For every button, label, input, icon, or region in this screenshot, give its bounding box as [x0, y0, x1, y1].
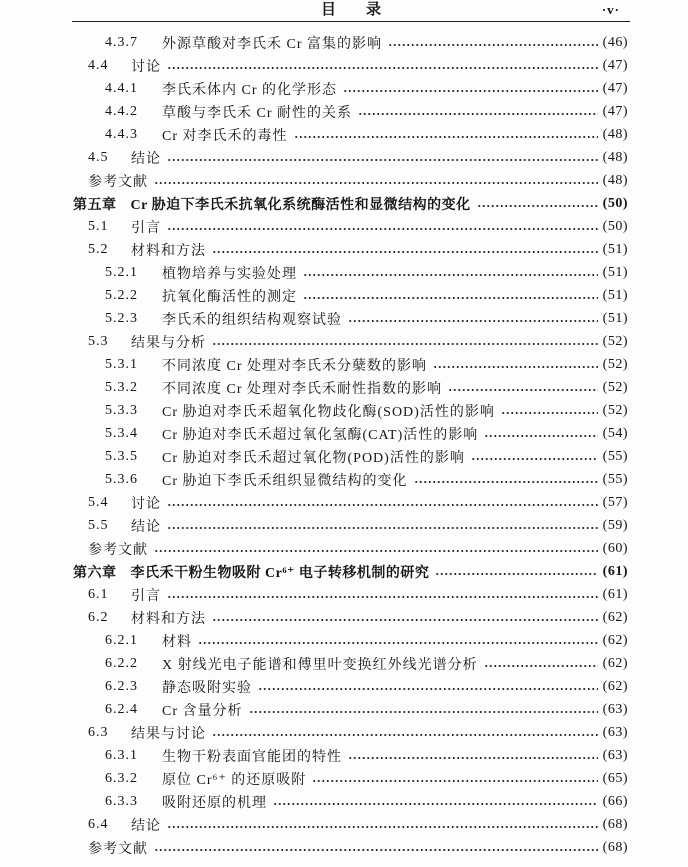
- toc-leader-dots: [477, 192, 598, 215]
- toc-leader-dots: [273, 790, 598, 813]
- toc-entry-page: (60): [602, 540, 628, 556]
- toc-leader-dots: [312, 767, 597, 790]
- toc-entry-number: 6.3.1: [105, 747, 138, 763]
- toc-entry-number: 6.4: [88, 816, 109, 832]
- toc-leader-dots: [167, 215, 598, 238]
- toc-entry-title: 草酸与李氏禾 Cr 耐性的关系: [162, 105, 352, 121]
- toc-references-entry: [0, 537, 628, 560]
- toc-entry-page: (48): [602, 126, 628, 142]
- toc-section-entry: [0, 215, 628, 238]
- toc-entry-title: 吸附还原的机理: [162, 795, 267, 811]
- toc-section-entry: [0, 100, 628, 123]
- toc-entry-title: Cr 胁迫对李氏禾超过氧化氢酶(CAT)活性的影响: [162, 427, 479, 443]
- toc-entry-page: (52): [602, 356, 628, 372]
- toc-entry-number: 5.3.4: [105, 425, 138, 441]
- toc-section-entry: [0, 698, 628, 721]
- toc-entry-number: 4.4.3: [105, 126, 138, 142]
- toc-entry-page: (51): [602, 241, 628, 257]
- toc-entry-page: (62): [602, 632, 628, 648]
- toc-entry-title: 讨论: [131, 496, 161, 512]
- toc-entry-page: (50): [602, 218, 628, 234]
- toc-entry-number: 5.1: [88, 218, 109, 234]
- page-number-label: ·v·: [601, 2, 620, 17]
- toc-entry-page: (46): [602, 34, 628, 50]
- toc-entry-number: 4.4.1: [105, 80, 138, 96]
- toc-leader-dots: [249, 698, 598, 721]
- toc-section-entry: [0, 146, 628, 169]
- toc-references-entry: [0, 169, 628, 192]
- toc-entry-number: 5.3.2: [105, 379, 138, 395]
- toc-entry-title: 生物干粉表面官能团的特性: [162, 749, 342, 765]
- toc-leader-dots: [167, 583, 598, 606]
- toc-entry-page: (61): [602, 563, 628, 579]
- toc-entry-page: (62): [602, 655, 628, 671]
- toc-leader-dots: [484, 422, 597, 445]
- toc-entry-page: (55): [602, 448, 628, 464]
- toc-entry-page: (52): [602, 379, 628, 395]
- toc-leader-dots: [435, 560, 597, 583]
- toc-entry-title: 植物培养与实验处理: [162, 266, 297, 282]
- toc-section-entry: [0, 583, 628, 606]
- toc-section-entry: [0, 721, 628, 744]
- toc-entry-page: (62): [602, 678, 628, 694]
- toc-leader-dots: [258, 675, 598, 698]
- toc-entry-page: (51): [602, 264, 628, 280]
- toc-leader-dots: [448, 376, 598, 399]
- toc-section-entry: [0, 491, 628, 514]
- toc-entry-page: (63): [602, 701, 628, 717]
- toc-section-entry: [0, 790, 628, 813]
- toc-leader-dots: [348, 307, 598, 330]
- toc-leader-dots: [303, 284, 598, 307]
- toc-entry-number: 5.2.2: [105, 287, 138, 303]
- toc-entry-title: Cr 胁迫对李氏禾超过氧化物(POD)活性的影响: [162, 450, 465, 466]
- toc-entry-title: Cr 含量分析: [162, 703, 243, 719]
- toc-section-entry: [0, 445, 628, 468]
- toc-entry-title: 抗氧化酶活性的测定: [162, 289, 297, 305]
- toc-entry-page: (50): [602, 195, 628, 211]
- toc-section-entry: [0, 123, 628, 146]
- toc-entry-page: (57): [602, 494, 628, 510]
- toc-leader-dots: [198, 629, 598, 652]
- toc-entry-title: Cr 胁迫对李氏禾超氧化物歧化酶(SOD)活性的影响: [162, 404, 495, 420]
- toc-leader-dots: [433, 353, 598, 376]
- toc-entry-number: 5.4: [88, 494, 109, 510]
- toc-entry-title: 结论: [131, 151, 161, 167]
- toc-entry-title: 材料: [162, 634, 192, 650]
- toc-entry-page: (68): [602, 816, 628, 832]
- toc-entry-number: 第五章: [73, 197, 117, 213]
- toc-entry-page: (55): [602, 471, 628, 487]
- toc-leader-dots: [414, 468, 598, 491]
- toc-entry-number: 4.4: [88, 57, 109, 73]
- toc-entry-number: 6.1: [88, 586, 109, 602]
- toc-entry-title: Cr 胁迫下李氏禾抗氧化系统酶活性和显微结构的变化: [130, 197, 471, 213]
- toc-entry-number: 5.3.1: [105, 356, 138, 372]
- toc-entry-number: 6.3.2: [105, 770, 138, 786]
- toc-entry-number: 6.2.3: [105, 678, 138, 694]
- toc-leader-dots: [388, 31, 598, 54]
- toc-section-entry: [0, 514, 628, 537]
- toc-leader-dots: [343, 77, 598, 100]
- toc-entry-number: 6.3: [88, 724, 109, 740]
- toc-leader-dots: [167, 514, 598, 537]
- toc-leader-dots: [154, 836, 598, 859]
- page-header: [72, 0, 630, 22]
- toc-leader-dots: [212, 606, 598, 629]
- toc-section-entry: [0, 629, 628, 652]
- toc-leader-dots: [154, 169, 598, 192]
- toc-entry-page: (65): [602, 770, 628, 786]
- toc-entry-title: 引言: [131, 588, 161, 604]
- toc-section-entry: [0, 31, 628, 54]
- toc-section-entry: [0, 399, 628, 422]
- toc-entry-page: (63): [602, 724, 628, 740]
- toc-entry-number: 5.3.5: [105, 448, 138, 464]
- toc-entry-page: (52): [602, 402, 628, 418]
- toc-leader-dots: [212, 330, 598, 353]
- toc-entry-page: (47): [602, 80, 628, 96]
- toc-entry-number: 第六章: [73, 565, 117, 581]
- toc-entry-number: 5.3: [88, 333, 109, 349]
- toc-leader-dots: [348, 744, 598, 767]
- toc-entry-number: 5.5: [88, 517, 109, 533]
- toc-entry-title: 李氏禾的组织结构观察试验: [162, 312, 342, 328]
- toc-entry-title: X 射线光电子能谱和傅里叶变换红外线光谱分析: [162, 657, 478, 673]
- toc-entry-page: (51): [602, 287, 628, 303]
- toc-heading: 目 录: [320, 2, 381, 18]
- toc-entry-title: 不同浓度 Cr 处理对李氏禾分蘖数的影响: [162, 358, 427, 374]
- toc-entry-title: Cr 胁迫下李氏禾组织显微结构的变化: [162, 473, 408, 489]
- toc-entry-page: (54): [602, 425, 628, 441]
- toc-leader-dots: [358, 100, 598, 123]
- toc-entry-number: 5.2.1: [105, 264, 138, 280]
- toc-entry-title: 参考文献: [88, 841, 148, 857]
- toc-leader-dots: [212, 721, 598, 744]
- toc-section-entry: [0, 376, 628, 399]
- toc-section-entry: [0, 675, 628, 698]
- toc-section-entry: [0, 238, 628, 261]
- toc-entry-page: (51): [602, 310, 628, 326]
- toc-section-entry: [0, 77, 628, 100]
- toc-entry-title: 讨论: [131, 59, 161, 75]
- toc-entry-page: (47): [602, 103, 628, 119]
- toc-section-entry: [0, 307, 628, 330]
- toc-entry-number: 6.2.4: [105, 701, 138, 717]
- toc-entry-title: 参考文献: [88, 174, 148, 190]
- toc-entry-title: 结论: [131, 818, 161, 834]
- table-of-contents: [0, 31, 628, 859]
- toc-entry-page: (68): [602, 839, 628, 855]
- toc-entry-number: 5.3.3: [105, 402, 138, 418]
- toc-entry-title: 不同浓度 Cr 处理对李氏禾耐性指数的影响: [162, 381, 442, 397]
- toc-entry-page: (48): [602, 172, 628, 188]
- toc-section-entry: [0, 767, 628, 790]
- toc-leader-dots: [294, 123, 598, 146]
- toc-entry-page: (59): [602, 517, 628, 533]
- toc-leader-dots: [501, 399, 598, 422]
- toc-leader-dots: [212, 238, 598, 261]
- toc-entry-number: 5.2.3: [105, 310, 138, 326]
- toc-entry-number: 4.3.7: [105, 34, 138, 50]
- toc-entry-title: 材料和方法: [131, 611, 206, 627]
- toc-entry-page: (66): [602, 793, 628, 809]
- toc-entry-title: 外源草酸对李氏禾 Cr 富集的影响: [162, 36, 382, 52]
- toc-entry-page: (52): [602, 333, 628, 349]
- toc-leader-dots: [154, 537, 598, 560]
- toc-leader-dots: [167, 813, 598, 836]
- toc-leader-dots: [167, 146, 598, 169]
- toc-entry-title: 材料和方法: [131, 243, 206, 259]
- toc-leader-dots: [471, 445, 598, 468]
- toc-entry-title: Cr 对李氏禾的毒性: [162, 128, 288, 144]
- toc-section-entry: [0, 422, 628, 445]
- toc-section-entry: [0, 261, 628, 284]
- toc-entry-number: 4.5: [88, 149, 109, 165]
- toc-leader-dots: [167, 491, 598, 514]
- toc-entry-number: 5.3.6: [105, 471, 138, 487]
- toc-entry-title: 结果与讨论: [131, 726, 206, 742]
- toc-entry-title: 原位 Cr⁶⁺ 的还原吸附: [162, 772, 307, 788]
- toc-entry-number: 4.4.2: [105, 103, 138, 119]
- toc-entry-title: 静态吸附实验: [162, 680, 252, 696]
- toc-entry-page: (47): [602, 57, 628, 73]
- toc-section-entry: [0, 54, 628, 77]
- toc-entry-page: (62): [602, 609, 628, 625]
- toc-section-entry: [0, 353, 628, 376]
- toc-entry-number: 6.2: [88, 609, 109, 625]
- toc-entry-title: 参考文献: [88, 542, 148, 558]
- toc-leader-dots: [484, 652, 598, 675]
- toc-entry-page: (48): [602, 149, 628, 165]
- toc-entry-title: 李氏禾干粉生物吸附 Cr⁶⁺ 电子转移机制的研究: [130, 565, 430, 581]
- toc-chapter-entry: [0, 192, 628, 215]
- toc-section-entry: [0, 744, 628, 767]
- toc-section-entry: [0, 468, 628, 491]
- toc-entry-title: 李氏禾体内 Cr 的化学形态: [162, 82, 337, 98]
- toc-entry-number: 5.2: [88, 241, 109, 257]
- toc-entry-page: (63): [602, 747, 628, 763]
- toc-section-entry: [0, 652, 628, 675]
- toc-entry-title: 结论: [131, 519, 161, 535]
- toc-chapter-entry: [0, 560, 628, 583]
- toc-entry-title: 引言: [131, 220, 161, 236]
- toc-entry-number: 6.2.1: [105, 632, 138, 648]
- toc-section-entry: [0, 606, 628, 629]
- toc-references-entry: [0, 836, 628, 859]
- toc-entry-number: 6.2.2: [105, 655, 138, 671]
- toc-section-entry: [0, 330, 628, 353]
- toc-section-entry: [0, 813, 628, 836]
- toc-entry-title: 结果与分析: [131, 335, 206, 351]
- toc-leader-dots: [303, 261, 598, 284]
- toc-entry-number: 6.3.3: [105, 793, 138, 809]
- toc-section-entry: [0, 284, 628, 307]
- toc-leader-dots: [167, 54, 598, 77]
- toc-entry-page: (61): [602, 586, 628, 602]
